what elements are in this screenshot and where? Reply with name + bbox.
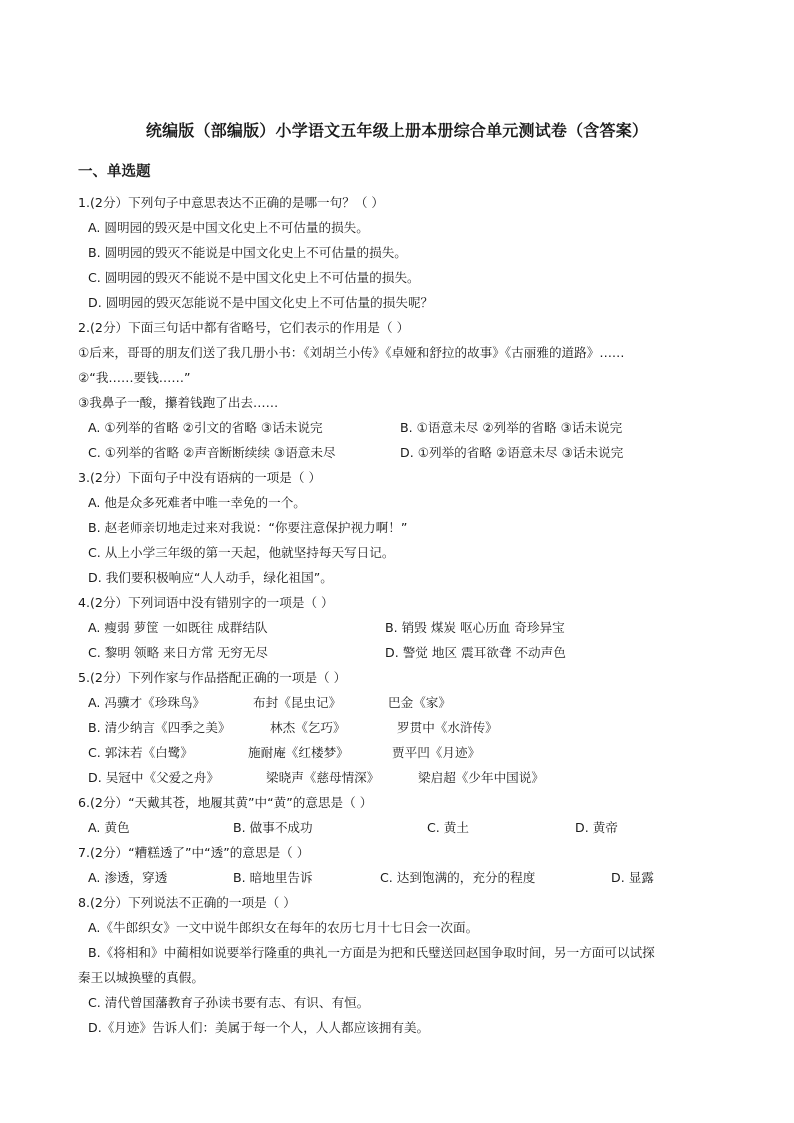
question-8-option-b[interactable]: B.《将相和》中蔺相如说要举行隆重的典礼一方面是为把和氏璧送回赵国争取时间，另一方面可以试探 — [88, 945, 655, 960]
question-1-option-b[interactable]: B. 圆明园的毁灭不能说是中国文化史上不可估量的损失。 — [88, 245, 407, 260]
question-2-stem: 2.(2分）下面三句话中都有省略号，它们表示的作用是（ ） — [78, 320, 410, 335]
question-2-option-d[interactable]: D. ①列举的省略 ②语意未尽 ③话未说完 — [400, 445, 624, 460]
question-2-sentence-1: ①后来，哥哥的朋友们送了我几册小书：《刘胡兰小传》《卓娅和舒拉的故事》《古丽雅的道路》…… — [78, 345, 625, 360]
question-3-stem: 3.(2分）下面句子中没有语病的一项是（ ） — [78, 470, 322, 485]
question-5-option-c-work-3: 贾平凹《月迹》 — [392, 745, 481, 760]
question-7-option-d[interactable]: D. 显露 — [611, 870, 654, 885]
question-2-option-a[interactable]: A. ①列举的省略 ②引文的省略 ③话未说完 — [88, 420, 323, 435]
question-4-option-b[interactable]: B. 销毁 煤炭 呕心历血 奇珍异宝 — [385, 620, 565, 635]
question-1-option-d[interactable]: D. 圆明园的毁灭怎能说不是中国文化史上不可估量的损失呢？ — [88, 295, 434, 310]
question-5-option-c[interactable]: C. 郭沫若《白鹭》 — [88, 745, 193, 760]
question-3-option-d[interactable]: D. 我们要积极响应“人人动手，绿化祖国”。 — [88, 570, 333, 585]
question-6-stem: 6.(2分）“天戴其苍，地履其黄”中“黄”的意思是（ ） — [78, 795, 373, 810]
question-8-option-b-continued: 秦王以城换璧的真假。 — [78, 970, 204, 985]
question-4-option-d[interactable]: D. 警觉 地区 震耳欲聋 不动声色 — [385, 645, 566, 660]
question-4-option-c[interactable]: C. 黎明 领略 来日方常 无穷无尽 — [88, 645, 268, 660]
question-2-sentence-3: ③我鼻子一酸，攥着钱跑了出去…… — [78, 395, 279, 410]
question-7-option-a[interactable]: A. 渗透，穿透 — [88, 870, 168, 885]
question-7-option-c[interactable]: C. 达到饱满的，充分的程度 — [380, 870, 536, 885]
question-1-option-a[interactable]: A. 圆明园的毁灭是中国文化史上不可估量的损失。 — [88, 220, 369, 235]
question-6-option-c[interactable]: C. 黄土 — [427, 820, 469, 835]
question-2-option-c[interactable]: C. ①列举的省略 ②声音断断续续 ③语意未尽 — [88, 445, 336, 460]
question-5-option-c-work-2: 施耐庵《红楼梦》 — [248, 745, 349, 760]
question-1-stem: 1.(2分）下列句子中意思表达不正确的是哪一句？（ ） — [78, 195, 385, 210]
question-5-option-d-work-3: 梁启超《少年中国说》 — [418, 770, 544, 785]
question-5-stem: 5.(2分）下列作家与作品搭配正确的一项是（ ） — [78, 670, 347, 685]
question-3-option-b[interactable]: B. 赵老师亲切地走过来对我说：“你要注意保护视力啊！” — [88, 520, 408, 535]
question-1-option-c[interactable]: C. 圆明园的毁灭不能说不是中国文化史上不可估量的损失。 — [88, 270, 420, 285]
question-5-option-a-work-3: 巴金《家》 — [388, 695, 451, 710]
page-title: 统编版（部编版）小学语文五年级上册本册综合单元测试卷（含答案） — [145, 121, 649, 140]
question-2-option-b[interactable]: B. ①语意未尽 ②列举的省略 ③话未说完 — [400, 420, 623, 435]
question-4-stem: 4.(2分）下列词语中没有错别字的一项是（ ） — [78, 595, 334, 610]
question-5-option-b-work-2: 林杰《乞巧》 — [270, 720, 346, 735]
question-8-option-c[interactable]: C. 清代曾国藩教育子孙读书要有志、有识、有恒。 — [88, 995, 370, 1010]
question-2-sentence-2: ②“我……要钱……” — [78, 370, 191, 385]
question-6-option-b[interactable]: B. 做事不成功 — [233, 820, 313, 835]
question-8-stem: 8.(2分）下列说法不正确的一项是（ ） — [78, 895, 296, 910]
question-5-option-a-work-2: 布封《昆虫记》 — [253, 695, 342, 710]
question-8-option-d[interactable]: D.《月迹》告诉人们：美属于每一个人，人人都应该拥有美。 — [88, 1020, 430, 1035]
question-5-option-d-work-2: 梁晓声《慈母情深》 — [266, 770, 380, 785]
question-7-option-b[interactable]: B. 暗地里告诉 — [233, 870, 313, 885]
section-heading: 一、单选题 — [78, 164, 151, 180]
question-5-option-d[interactable]: D. 吴冠中《父爱之舟》 — [88, 770, 220, 785]
question-4-option-a[interactable]: A. 瘦弱 萝筐 一如既往 成群结队 — [88, 620, 268, 635]
question-3-option-c[interactable]: C. 从上小学三年级的第一天起，他就坚持每天写日记。 — [88, 545, 395, 560]
question-3-option-a[interactable]: A. 他是众多死难者中唯一幸免的一个。 — [88, 495, 306, 510]
question-6-option-d[interactable]: D. 黄帝 — [575, 820, 618, 835]
question-5-option-b[interactable]: B. 清少纳言《四季之美》 — [88, 720, 231, 735]
question-5-option-a[interactable]: A. 冯骥才《珍珠鸟》 — [88, 695, 206, 710]
question-6-option-a[interactable]: A. 黄色 — [88, 820, 130, 835]
question-8-option-a[interactable]: A.《牛郎织女》一文中说牛郎织女在每年的农历七月十七日会一次面。 — [88, 920, 479, 935]
question-7-stem: 7.(2分）“糟糕透了”中“透”的意思是（ ） — [78, 845, 310, 860]
question-5-option-b-work-3: 罗贯中《水浒传》 — [397, 720, 498, 735]
